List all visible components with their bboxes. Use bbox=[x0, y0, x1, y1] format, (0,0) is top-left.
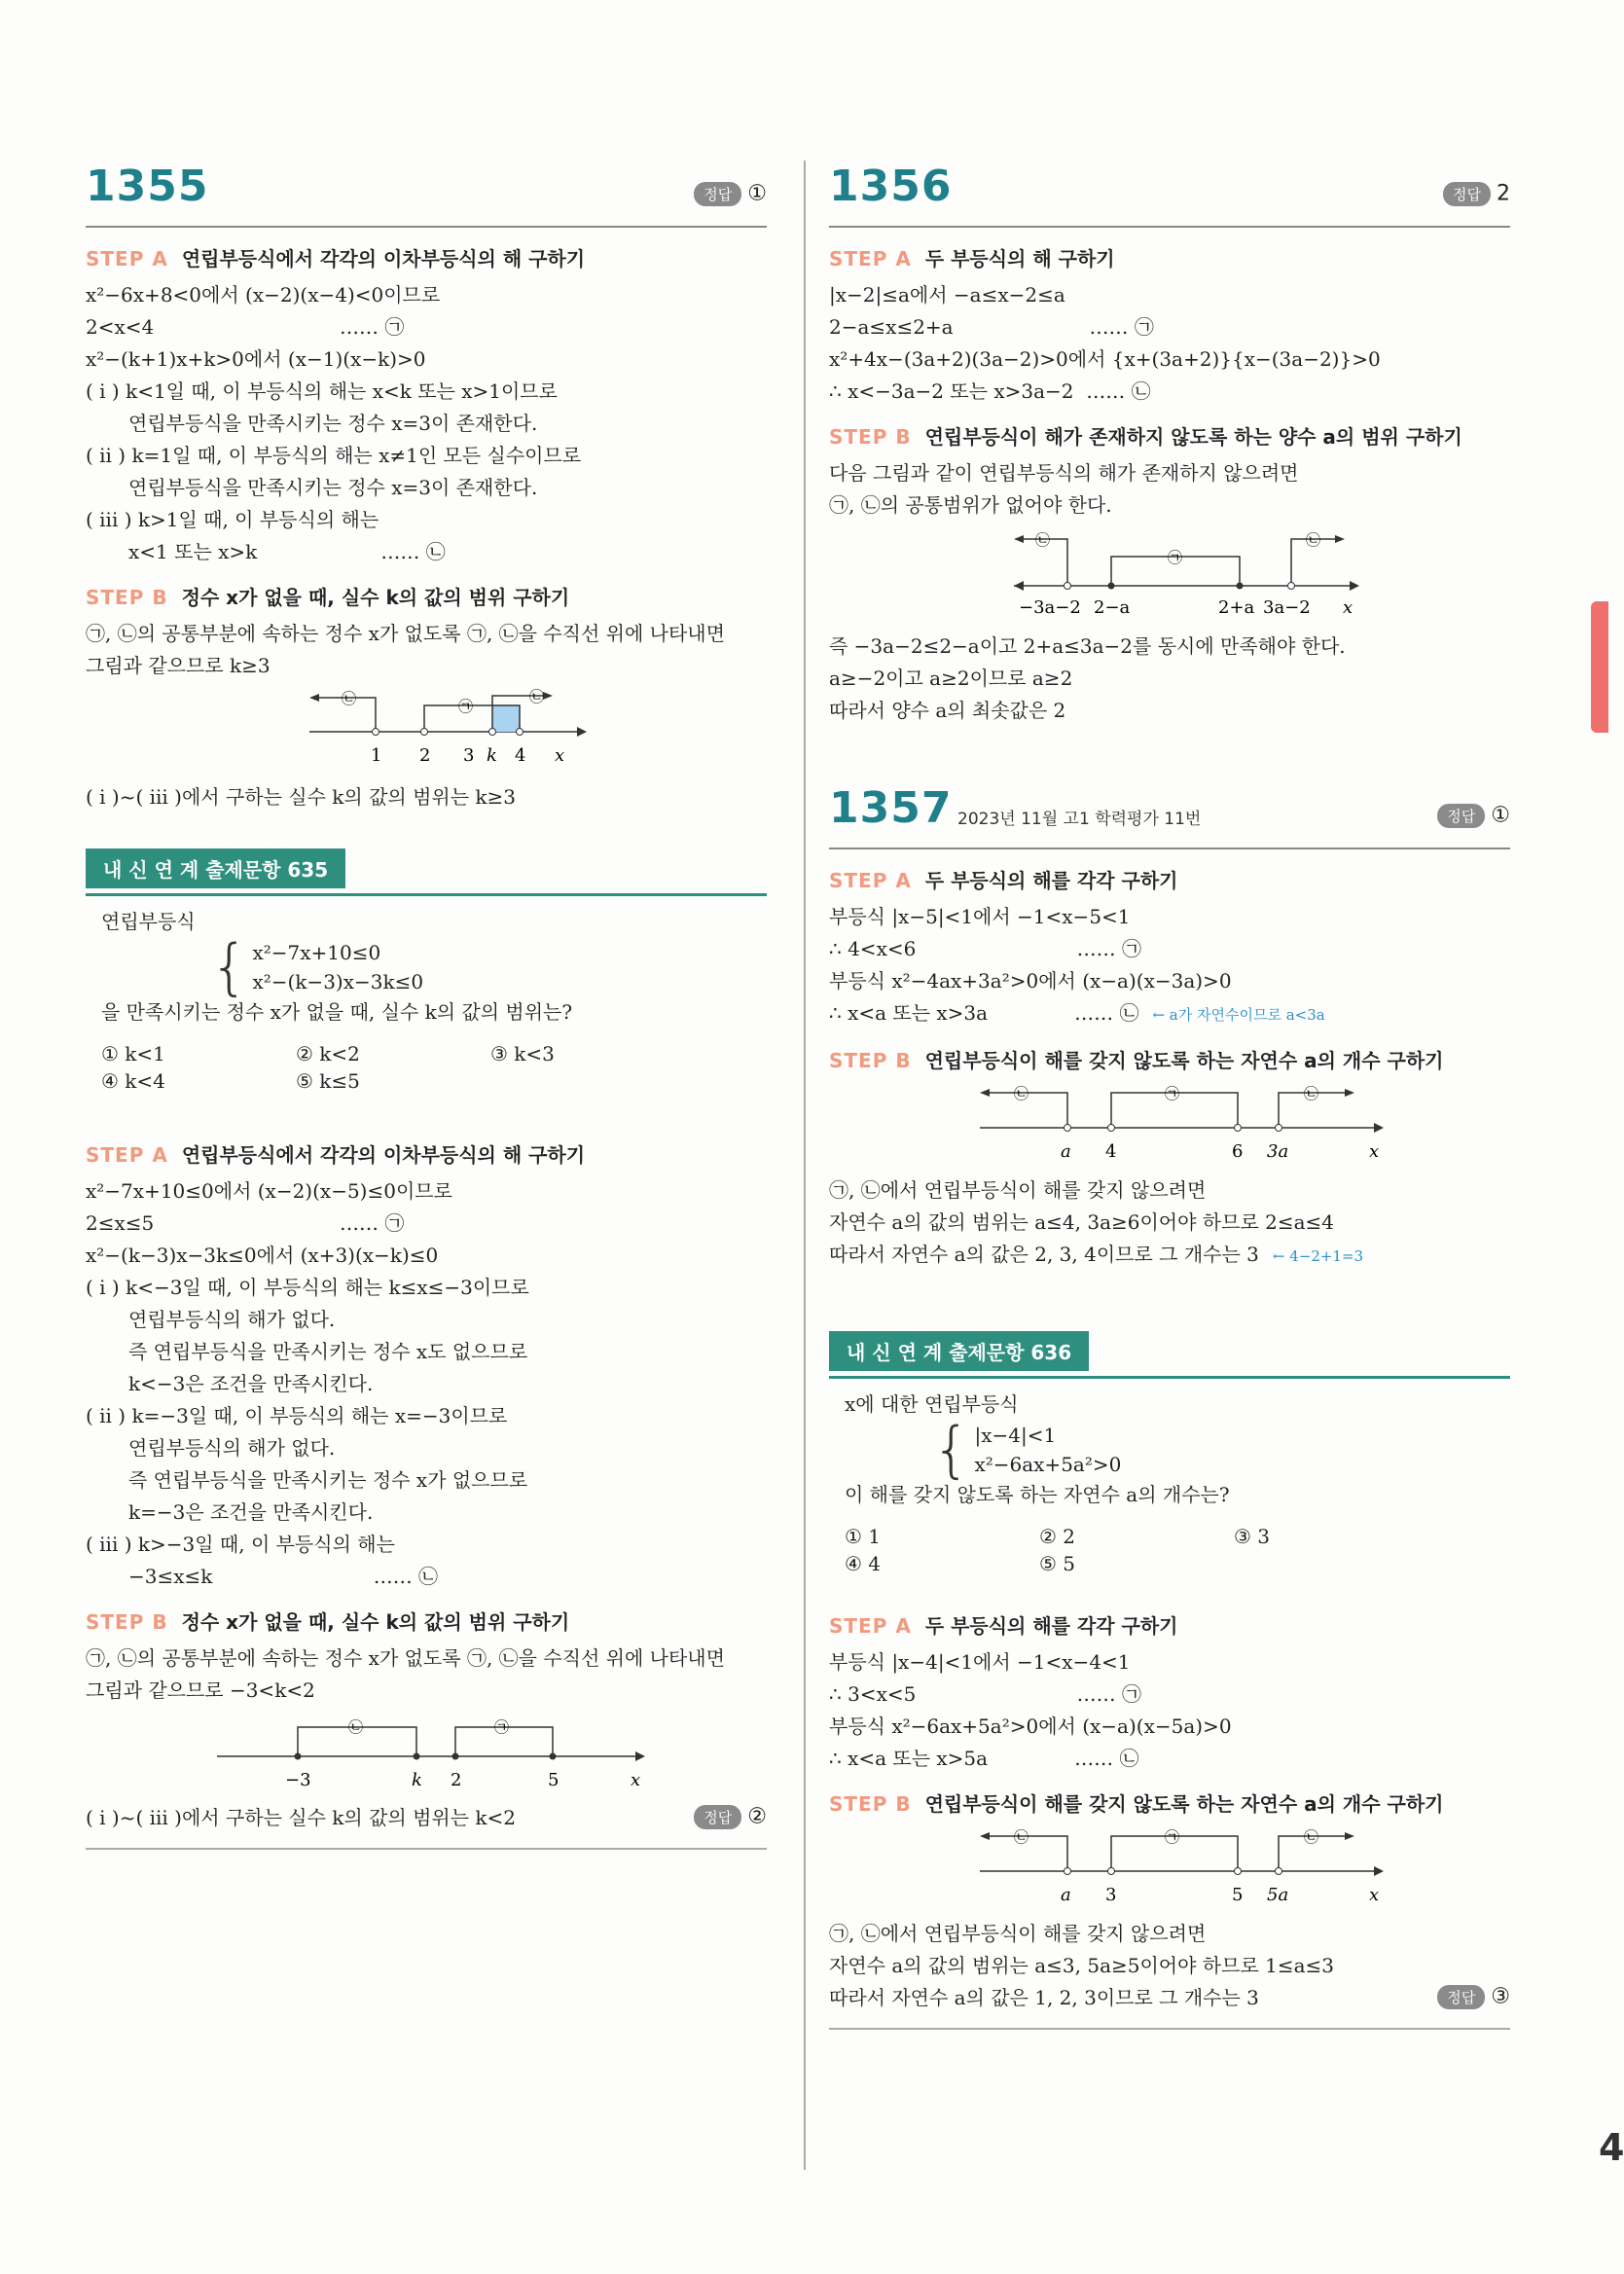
question-intro: x에 대한 연립부등식 bbox=[845, 1392, 1019, 1416]
solution-line: x²−(k+1)x+k>0에서 (x−1)(x−k)>0 bbox=[86, 347, 426, 371]
choice: ② 2 bbox=[1039, 1525, 1076, 1548]
answer-badge: 정답 bbox=[694, 182, 741, 206]
solution-line: −3≤x≤k …… ㉡ bbox=[128, 1565, 439, 1588]
solution-line: 자연수 a의 값의 범위는 a≤3, 5a≥5이어야 하므로 1≤a≤3 bbox=[829, 1954, 1335, 1977]
solution-line: 즉 −3a−2≤2−a이고 2+a≤3a−2를 동시에 만족해야 한다. bbox=[829, 634, 1346, 658]
solution-line: 따라서 양수 a의 최솟값은 2 bbox=[829, 699, 1066, 722]
axis-label: x bbox=[1369, 1141, 1380, 1162]
problem-header-1356 bbox=[829, 156, 1510, 228]
svg-text:㉡: ㉡ bbox=[1014, 1085, 1029, 1102]
solution-line: 연립부등식의 해가 없다. bbox=[128, 1308, 336, 1331]
number-line-diagram bbox=[829, 1824, 1510, 1912]
solution-line: 따라서 자연수 a의 값은 2, 3, 4이므로 그 개수는 3 ← 4−2+1=3 bbox=[829, 1243, 1364, 1266]
tick-label: 5a bbox=[1267, 1885, 1289, 1905]
choice: ④ 4 bbox=[845, 1552, 882, 1575]
step-b-heading: STEP B 연립부등식이 해를 갖지 않도록 하는 자연수 a의 개수 구하기 bbox=[829, 1049, 1444, 1072]
step-b-heading: STEP B 연립부등식이 해가 존재하지 않도록 하는 양수 a의 범위 구하기 bbox=[829, 425, 1462, 449]
side-note: ← a가 자연수이므로 a<3a bbox=[1152, 1006, 1325, 1024]
solution-line: 즉 연립부등식을 만족시키는 정수 x가 없으므로 bbox=[128, 1468, 528, 1492]
tick-label: −3a−2 bbox=[1019, 597, 1081, 618]
tick-label: 6 bbox=[1232, 1141, 1244, 1162]
tick-label: −3 bbox=[285, 1770, 311, 1790]
tick-label: 3a−2 bbox=[1263, 597, 1311, 618]
solution-line: x²+4x−(3a+2)(3a−2)>0에서 {x+(3a+2)}{x−(3a−2)}>0 bbox=[829, 347, 1381, 371]
solution-line: ㉠, ㉡의 공통부분에 속하는 정수 x가 없도록 ㉠, ㉡을 수직선 위에 나타내면 bbox=[86, 1646, 725, 1670]
question-intro: 연립부등식 bbox=[101, 910, 196, 933]
conclusion: ( i )~( iii )에서 구하는 실수 k의 값의 범위는 k≥3 bbox=[86, 785, 517, 809]
solution-line: 따라서 자연수 a의 값은 1, 2, 3이므로 그 개수는 3 bbox=[829, 1986, 1259, 2009]
chapter-tab bbox=[1591, 601, 1608, 733]
label-g: ㉡ bbox=[342, 690, 357, 707]
solution-line: 그림과 같으므로 −3<k<2 bbox=[86, 1678, 315, 1702]
solution-line: ( i ) k<1일 때, 이 부등식의 해는 x<k 또는 x>1이므로 bbox=[86, 379, 558, 403]
axis-label: x bbox=[1369, 1885, 1380, 1905]
answer-box: 정답 ② bbox=[694, 1804, 767, 1829]
naesin-635 bbox=[86, 848, 767, 1093]
system-eq-1: |x−4|<1 bbox=[974, 1424, 1057, 1447]
axis-label: x bbox=[1343, 597, 1353, 618]
system-eq-2: x²−(k−3)x−3k≤0 bbox=[252, 970, 424, 993]
choice: ① k<1 bbox=[101, 1042, 165, 1065]
solution-line: k<−3은 조건을 만족시킨다. bbox=[128, 1372, 374, 1395]
tick-label: 3 bbox=[1105, 1885, 1117, 1905]
answer-box: 정답 ③ bbox=[1437, 1984, 1510, 2009]
solution-line: x²−(k−3)x−3k≤0에서 (x+3)(x−k)≤0 bbox=[86, 1244, 439, 1267]
right-column bbox=[829, 156, 1510, 2030]
choice: ⑤ k≤5 bbox=[296, 1069, 360, 1093]
number-line-diagram bbox=[86, 688, 767, 776]
tick-label: 3 bbox=[463, 745, 475, 766]
tick-label: 1 bbox=[371, 745, 382, 766]
solution-line: 부등식 x²−6ax+5a²>0에서 (x−a)(x−5a)>0 bbox=[829, 1715, 1232, 1738]
question-text: 이 해를 갖지 않도록 하는 자연수 a의 개수는? bbox=[845, 1483, 1230, 1506]
solution-line: 다음 그림과 같이 연립부등식의 해가 존재하지 않으려면 bbox=[829, 461, 1299, 485]
svg-text:㉡: ㉡ bbox=[1304, 1828, 1319, 1846]
solution-line: 연립부등식의 해가 없다. bbox=[128, 1436, 336, 1460]
tick-label: a bbox=[1061, 1141, 1071, 1162]
solution-line: x²−6x+8<0에서 (x−2)(x−4)<0이므로 bbox=[86, 283, 441, 307]
choice: ③ 3 bbox=[1234, 1525, 1271, 1548]
naesin-label: 내 신 연 계 출제문항 635 bbox=[86, 848, 345, 888]
step-a-heading: STEP A 두 부등식의 해 구하기 bbox=[829, 247, 1115, 271]
svg-text:㉠: ㉠ bbox=[1165, 1085, 1180, 1102]
side-note: ← 4−2+1=3 bbox=[1272, 1247, 1364, 1265]
tick-label: 5 bbox=[1232, 1885, 1244, 1905]
number-line-diagram bbox=[86, 1713, 767, 1796]
solution-line: 부등식 |x−5|<1에서 −1<x−5<1 bbox=[829, 905, 1131, 928]
naesin-label: 내 신 연 계 출제문항 636 bbox=[829, 1331, 1089, 1371]
number-line-diagram bbox=[829, 1081, 1510, 1169]
svg-text:㉠: ㉠ bbox=[1165, 1828, 1180, 1846]
choice: ① 1 bbox=[845, 1525, 882, 1548]
svg-text:㉡: ㉡ bbox=[348, 1718, 364, 1736]
answer-value: ① bbox=[747, 181, 767, 206]
solution-line: ㉠, ㉡에서 연립부등식이 해를 갖지 않으려면 bbox=[829, 1178, 1207, 1202]
naesin-636 bbox=[829, 1331, 1510, 1575]
problem-header-1355 bbox=[86, 156, 767, 228]
choice: ③ k<3 bbox=[490, 1042, 555, 1065]
solution-line: 2≤x≤5 …… ㉠ bbox=[86, 1211, 405, 1235]
problem-number: 1356 bbox=[829, 162, 953, 211]
solution-line: ㉠, ㉡의 공통범위가 없어야 한다. bbox=[829, 493, 1112, 517]
brace-icon: { bbox=[932, 1414, 971, 1485]
solution-line: x<1 또는 x>k …… ㉡ bbox=[128, 540, 446, 563]
left-column bbox=[86, 156, 767, 1850]
tick-label: 2 bbox=[419, 745, 431, 766]
solution-line: ( iii ) k>1일 때, 이 부등식의 해는 bbox=[86, 508, 379, 531]
step-b-heading: STEP B 정수 x가 없을 때, 실수 k의 값의 범위 구하기 bbox=[86, 586, 570, 609]
solution-line: 2<x<4 …… ㉠ bbox=[86, 315, 405, 339]
tick-label: 4 bbox=[1105, 1141, 1117, 1162]
solution-line: ∴ 4<x<6 …… ㉠ bbox=[829, 937, 1141, 960]
answer-box: 정답 2 bbox=[1443, 181, 1510, 206]
system-eq-2: x²−6ax+5a²>0 bbox=[974, 1453, 1122, 1476]
solution-line: |x−2|≤a에서 −a≤x−2≤a bbox=[829, 283, 1065, 307]
solution-line: ∴ x<−3a−2 또는 x>3a−2 …… ㉡ bbox=[829, 379, 1151, 403]
choice: ⑤ 5 bbox=[1039, 1552, 1076, 1575]
svg-text:㉡: ㉡ bbox=[1035, 531, 1051, 549]
tick-label: a bbox=[1061, 1885, 1071, 1905]
solution-line: ㉠, ㉡의 공통부분에 속하는 정수 x가 없도록 ㉠, ㉡을 수직선 위에 나타내면 bbox=[86, 622, 725, 645]
conclusion: ( i )~( iii )에서 구하는 실수 k의 값의 범위는 k<2 bbox=[86, 1806, 517, 1829]
solution-line: 자연수 a의 값의 범위는 a≤4, 3a≥6이어야 하므로 2≤a≤4 bbox=[829, 1210, 1335, 1234]
label-g2: ㉡ bbox=[529, 688, 545, 705]
solution-line: 즉 연립부등식을 만족시키는 정수 x도 없으므로 bbox=[128, 1340, 528, 1363]
problem-source: 2023년 11월 고1 학력평가 11번 bbox=[957, 810, 1202, 829]
solution-line: ( ii ) k=−3일 때, 이 부등식의 해는 x=−3이므로 bbox=[86, 1404, 508, 1427]
answer-box: 정답 ① bbox=[1437, 803, 1510, 828]
step-a-heading: STEP A 두 부등식의 해를 각각 구하기 bbox=[829, 869, 1178, 892]
svg-text:㉠: ㉠ bbox=[1168, 549, 1183, 566]
column-divider bbox=[804, 161, 806, 2170]
solution-line: ( iii ) k>−3일 때, 이 부등식의 해는 bbox=[86, 1533, 395, 1556]
solution-line: 부등식 x²−4ax+3a²>0에서 (x−a)(x−3a)>0 bbox=[829, 969, 1232, 993]
choice: ④ k<4 bbox=[101, 1069, 165, 1093]
tick-label: 5 bbox=[548, 1770, 559, 1790]
step-a-heading: STEP A 연립부등식에서 각각의 이차부등식의 해 구하기 bbox=[86, 247, 586, 271]
svg-text:㉡: ㉡ bbox=[1014, 1828, 1029, 1846]
tick-label: k bbox=[487, 745, 497, 766]
page-number: 4 bbox=[1599, 2126, 1624, 2169]
solution-line: ㉠, ㉡에서 연립부등식이 해를 갖지 않으려면 bbox=[829, 1922, 1207, 1945]
tick-label: 2 bbox=[451, 1770, 462, 1790]
brace-icon: { bbox=[210, 931, 249, 1002]
solution-line: ∴ 3<x<5 …… ㉠ bbox=[829, 1682, 1141, 1706]
solution-line: x²−7x+10≤0에서 (x−2)(x−5)≤0이므로 bbox=[86, 1179, 452, 1203]
choice-list bbox=[845, 1525, 1510, 1575]
solution-line: k=−3은 조건을 만족시킨다. bbox=[128, 1500, 374, 1524]
choice: ② k<2 bbox=[296, 1042, 360, 1065]
step-a-heading: STEP A 연립부등식에서 각각의 이차부등식의 해 구하기 bbox=[86, 1143, 586, 1167]
svg-text:㉡: ㉡ bbox=[1304, 1085, 1319, 1102]
step-a-heading: STEP A 두 부등식의 해를 각각 구하기 bbox=[829, 1614, 1178, 1638]
system-eq-1: x²−7x+10≤0 bbox=[252, 941, 381, 964]
step-b-heading: STEP B 연립부등식이 해를 갖지 않도록 하는 자연수 a의 개수 구하기 bbox=[829, 1792, 1444, 1816]
tick-label: 2−a bbox=[1094, 597, 1131, 618]
question-text: 을 만족시키는 정수 x가 없을 때, 실수 k의 값의 범위는? bbox=[101, 1000, 573, 1024]
solution-line: ( ii ) k=1일 때, 이 부등식의 해는 x≠1인 모든 실수이므로 bbox=[86, 444, 582, 467]
tick-label: 3a bbox=[1267, 1141, 1289, 1162]
solution-line: a≥−2이고 a≥2이므로 a≥2 bbox=[829, 667, 1073, 690]
tick-label: 4 bbox=[515, 745, 526, 766]
solution-line: 그림과 같으므로 k≥3 bbox=[86, 654, 271, 677]
problem-number: 1357 bbox=[829, 783, 953, 833]
choice-list bbox=[101, 1042, 767, 1093]
axis-label: x bbox=[555, 745, 565, 766]
step-b-heading: STEP B 정수 x가 없을 때, 실수 k의 값의 범위 구하기 bbox=[86, 1610, 570, 1634]
solution-line: 연립부등식을 만족시키는 정수 x=3이 존재한다. bbox=[128, 412, 538, 435]
solution-line: ∴ x<a 또는 x>5a …… ㉡ bbox=[829, 1747, 1139, 1770]
solution-line: 부등식 |x−4|<1에서 −1<x−4<1 bbox=[829, 1650, 1131, 1674]
answer-box bbox=[694, 181, 767, 206]
solution-line: 연립부등식을 만족시키는 정수 x=3이 존재한다. bbox=[128, 476, 538, 499]
svg-text:㉡: ㉡ bbox=[1306, 531, 1321, 549]
label-h: ㉠ bbox=[458, 698, 474, 715]
problem-header-1357 bbox=[829, 777, 1510, 849]
tick-label: k bbox=[412, 1770, 422, 1790]
svg-text:㉠: ㉠ bbox=[494, 1718, 510, 1736]
solution-line: 2−a≤x≤2+a …… ㉠ bbox=[829, 315, 1154, 339]
solution-line: ( i ) k<−3일 때, 이 부등식의 해는 k≤x≤−3이므로 bbox=[86, 1276, 529, 1299]
tick-label: 2+a bbox=[1218, 597, 1255, 618]
problem-number: 1355 bbox=[86, 162, 209, 211]
solution-line: ∴ x<a 또는 x>3a …… ㉡ ← a가 자연수이므로 a<3a bbox=[829, 1001, 1325, 1025]
number-line-diagram bbox=[829, 527, 1510, 625]
axis-label: x bbox=[631, 1770, 641, 1790]
